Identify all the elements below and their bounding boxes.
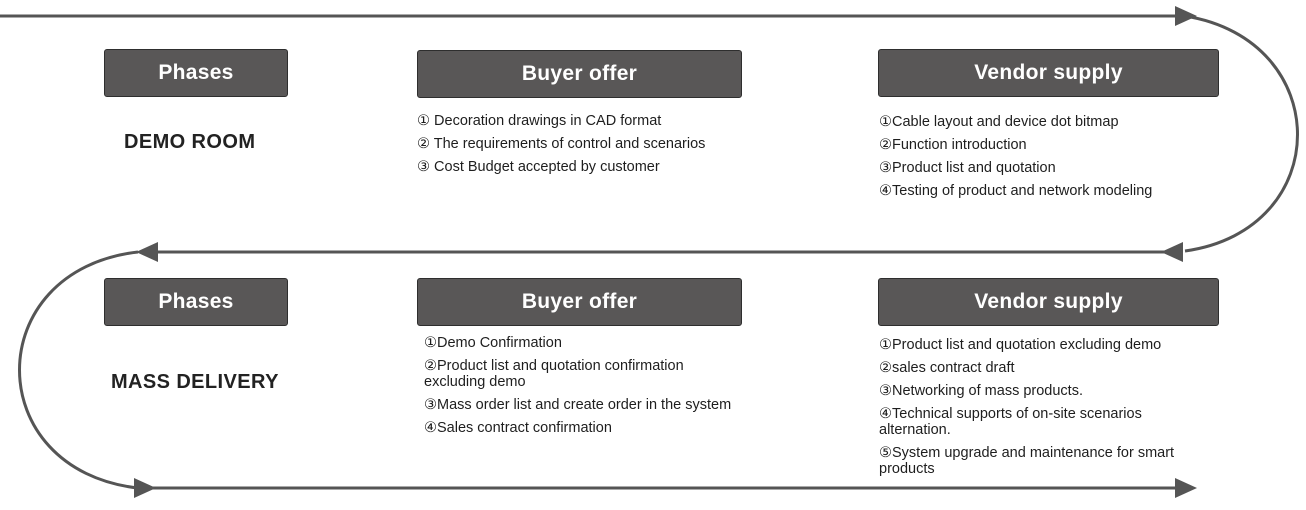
- list-item: ④Technical supports of on-site scenarios alternation.: [879, 406, 1142, 438]
- list-item: ①Cable layout and device dot bitmap: [879, 114, 1119, 130]
- list-item: ③Mass order list and create order in the system: [424, 397, 732, 413]
- buyer-offer-list-1: [417, 113, 737, 182]
- list-item: ④Sales contract confirmation: [424, 420, 612, 436]
- list-item: ⑤System upgrade and maintenance for smart products: [879, 445, 1175, 477]
- top-arrowhead: [1175, 6, 1197, 26]
- buyer-offer-header-1: Buyer offer: [417, 50, 742, 98]
- vendor-supply-header-1: Vendor supply: [878, 49, 1219, 97]
- list-item: ②Product list and quotation confirmation excluding demo: [424, 358, 684, 390]
- list-item: ③ Cost Budget accepted by customer: [417, 159, 660, 175]
- bottom-left-arrowhead: [134, 478, 156, 498]
- phase-name-mass-delivery: MASS DELIVERY: [111, 371, 279, 393]
- list-item: ②Function introduction: [879, 137, 1027, 153]
- buyer-offer-header-2: Buyer offer: [417, 278, 742, 326]
- vendor-supply-list-1: [879, 114, 1209, 206]
- vendor-supply-header-2: Vendor supply: [878, 278, 1219, 326]
- list-item: ③Product list and quotation: [879, 160, 1056, 176]
- phases-header-2: Phases: [104, 278, 288, 326]
- list-item: ③Networking of mass products.: [879, 383, 1083, 399]
- list-item: ② The requirements of control and scenarios: [417, 136, 706, 152]
- phase-name-demo-room: DEMO ROOM: [124, 131, 256, 153]
- phases-header-1: Phases: [104, 49, 288, 97]
- middle-right-arrowhead: [1161, 242, 1183, 262]
- vendor-supply-list-2: [879, 337, 1199, 484]
- list-item: ①Demo Confirmation: [424, 335, 562, 351]
- buyer-offer-list-2: [424, 335, 734, 443]
- list-item: ①Product list and quotation excluding demo: [879, 337, 1162, 353]
- list-item: ②sales contract draft: [879, 360, 1015, 376]
- list-item: ④Testing of product and network modeling: [879, 183, 1153, 199]
- middle-left-arrowhead: [136, 242, 158, 262]
- list-item: ① Decoration drawings in CAD format: [417, 113, 662, 129]
